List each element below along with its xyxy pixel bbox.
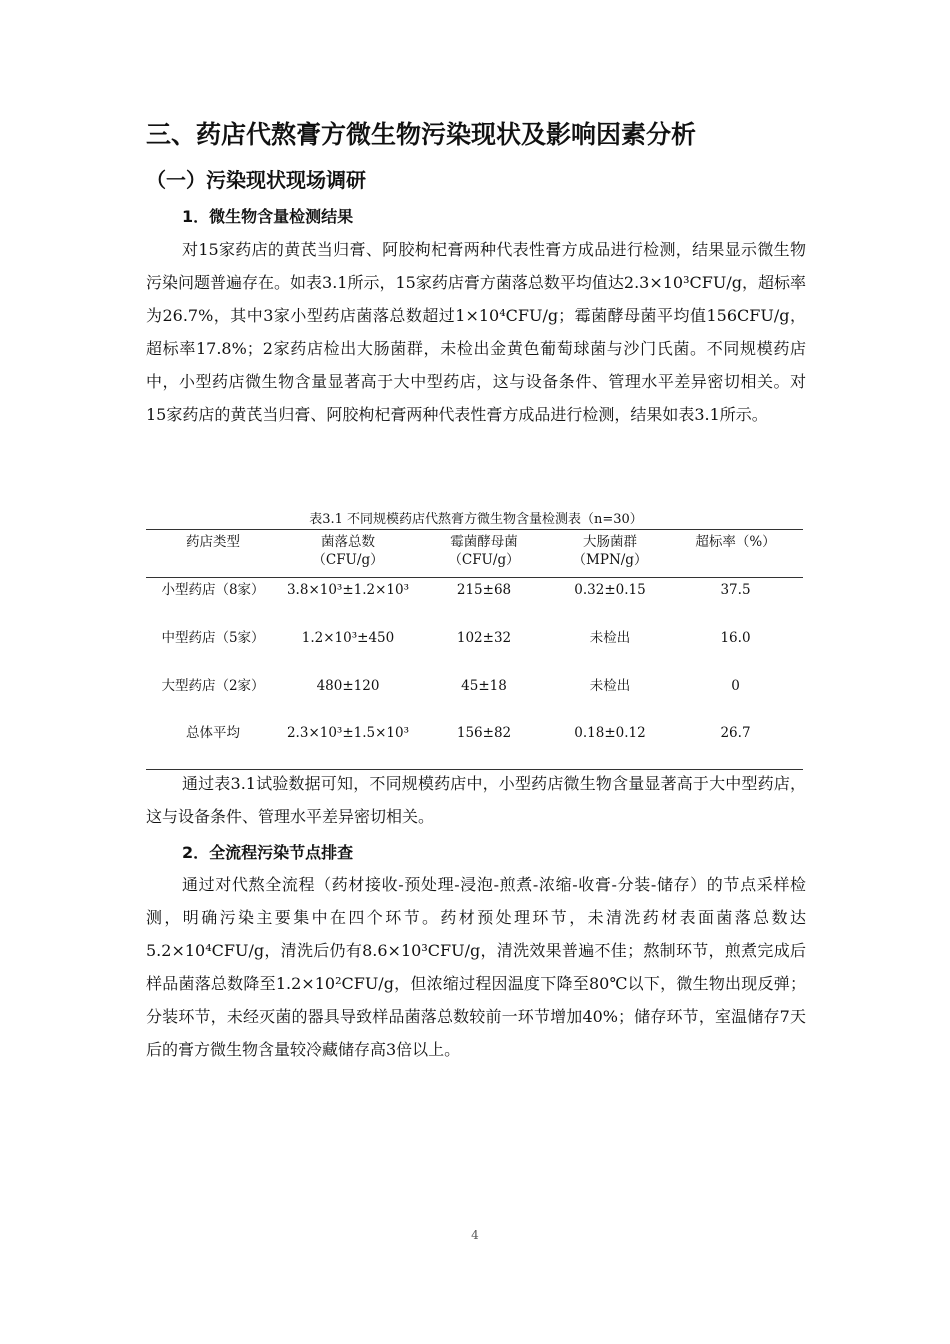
table-cell: 16.0 — [720, 630, 751, 646]
table-cell: 2.3×10³±1.5×10³ — [286, 725, 410, 741]
table-caption: 表3.1 不同规模药店代熬膏方微生物含量检测表（n=30） — [309, 512, 643, 527]
section-title: 三、药店代熬膏方微生物污染现状及影响因素分析 — [146, 120, 697, 149]
header-line: 菌落总数 — [321, 534, 375, 550]
header-line: 超标率（%） — [695, 534, 776, 550]
table-cell: 37.5 — [720, 582, 751, 598]
heading-contamination-nodes: 2．全流程污染节点排查 — [182, 843, 354, 862]
table-cell: 0.18±0.12 — [574, 725, 646, 741]
table-cell: 102±32 — [456, 630, 512, 646]
header-line: 霉菌酵母菌 — [450, 534, 518, 550]
table-header-rule — [146, 577, 803, 578]
table-header-cell — [416, 533, 552, 569]
header-line: 药店类型 — [186, 534, 240, 550]
table-cell: 未检出 — [589, 678, 631, 694]
table-cell: 215±68 — [456, 582, 512, 598]
table-cell: 45±18 — [461, 678, 507, 694]
page-number: 4 — [471, 1228, 479, 1242]
table-header-cell — [146, 533, 280, 551]
header-unit: （MPN/g） — [572, 552, 648, 568]
table-cell: 3.8×10³±1.2×10³ — [286, 582, 410, 598]
header-unit: （CFU/g） — [448, 552, 520, 568]
header-line: 大肠菌群 — [583, 534, 637, 550]
table-cell: 小型药店（8家） — [161, 582, 265, 598]
heading-detection-results: 1．微生物含量检测结果 — [182, 207, 354, 226]
table-header-cell — [280, 533, 416, 569]
paragraph-contamination-nodes: 通过对代熬全流程（药材接收-预处理-浸泡-煎煮-浓缩-收膏-分装-储存）的节点采样检测，明确污染主要集中在四个环节。药材预处理环节，未清洗药材表面菌落总数达5.2×10⁴CFU/g，清洗后仍有8.6×10³CFU/g，清洗效果普遍不佳；熬制环节，煎煮完成后样品菌落总数降至1.2×10²CFU/g，但浓缩过程因温度下降至80℃以下，微生物出现反弹；分装环节，未经灭菌的器具导致样品菌落总数较前一环节增加40%；储存环节，室温储存7天后的膏方微生物含量较冷藏储存高3倍以上。 — [146, 875, 806, 1059]
header-unit: （CFU/g） — [312, 552, 384, 568]
table-cell: 未检出 — [589, 630, 631, 646]
table-top-rule — [146, 529, 803, 530]
table-cell: 26.7 — [720, 725, 751, 741]
table-cell: 总体平均 — [186, 725, 240, 741]
table-cell: 156±82 — [456, 725, 512, 741]
table-cell: 1.2×10³±450 — [301, 630, 395, 646]
table-header-cell — [668, 533, 803, 551]
table-cell: 中型药店（5家） — [161, 630, 265, 646]
table-cell: 大型药店（2家） — [161, 678, 265, 694]
table-cell: 0 — [731, 678, 740, 694]
table-cell: 480±120 — [316, 678, 380, 694]
table-header-cell — [552, 533, 668, 569]
paragraph-table-conclusion: 通过表3.1试验数据可知，不同规模药店中，小型药店微生物含量显著高于大中型药店，这与设备条件、管理水平差异密切相关。 — [146, 774, 806, 826]
table-cell: 0.32±0.15 — [574, 582, 646, 598]
subsection-title: （一）污染现状现场调研 — [146, 168, 366, 192]
paragraph-detection-results: 对15家药店的黄芪当归膏、阿胶枸杞膏两种代表性膏方成品进行检测，结果显示微生物污染问题普遍存在。如表3.1所示，15家药店膏方菌落总数平均值达2.3×10³CFU/g，超标率为26.7%，其中3家小型药店菌落总数超过1×10⁴CFU/g；霉菌酵母菌平均值156CFU/g，超标率17.8%；2家药店检出大肠菌群，未检出金黄色葡萄球菌与沙门氏菌。不同规模药店中，小型药店微生物含量显著高于大中型药店，这与设备条件、管理水平差异密切相关。对15家药店的黄芪当归膏、阿胶枸杞膏两种代表性膏方成品进行检测，结果如表3.1所示。 — [146, 240, 806, 424]
